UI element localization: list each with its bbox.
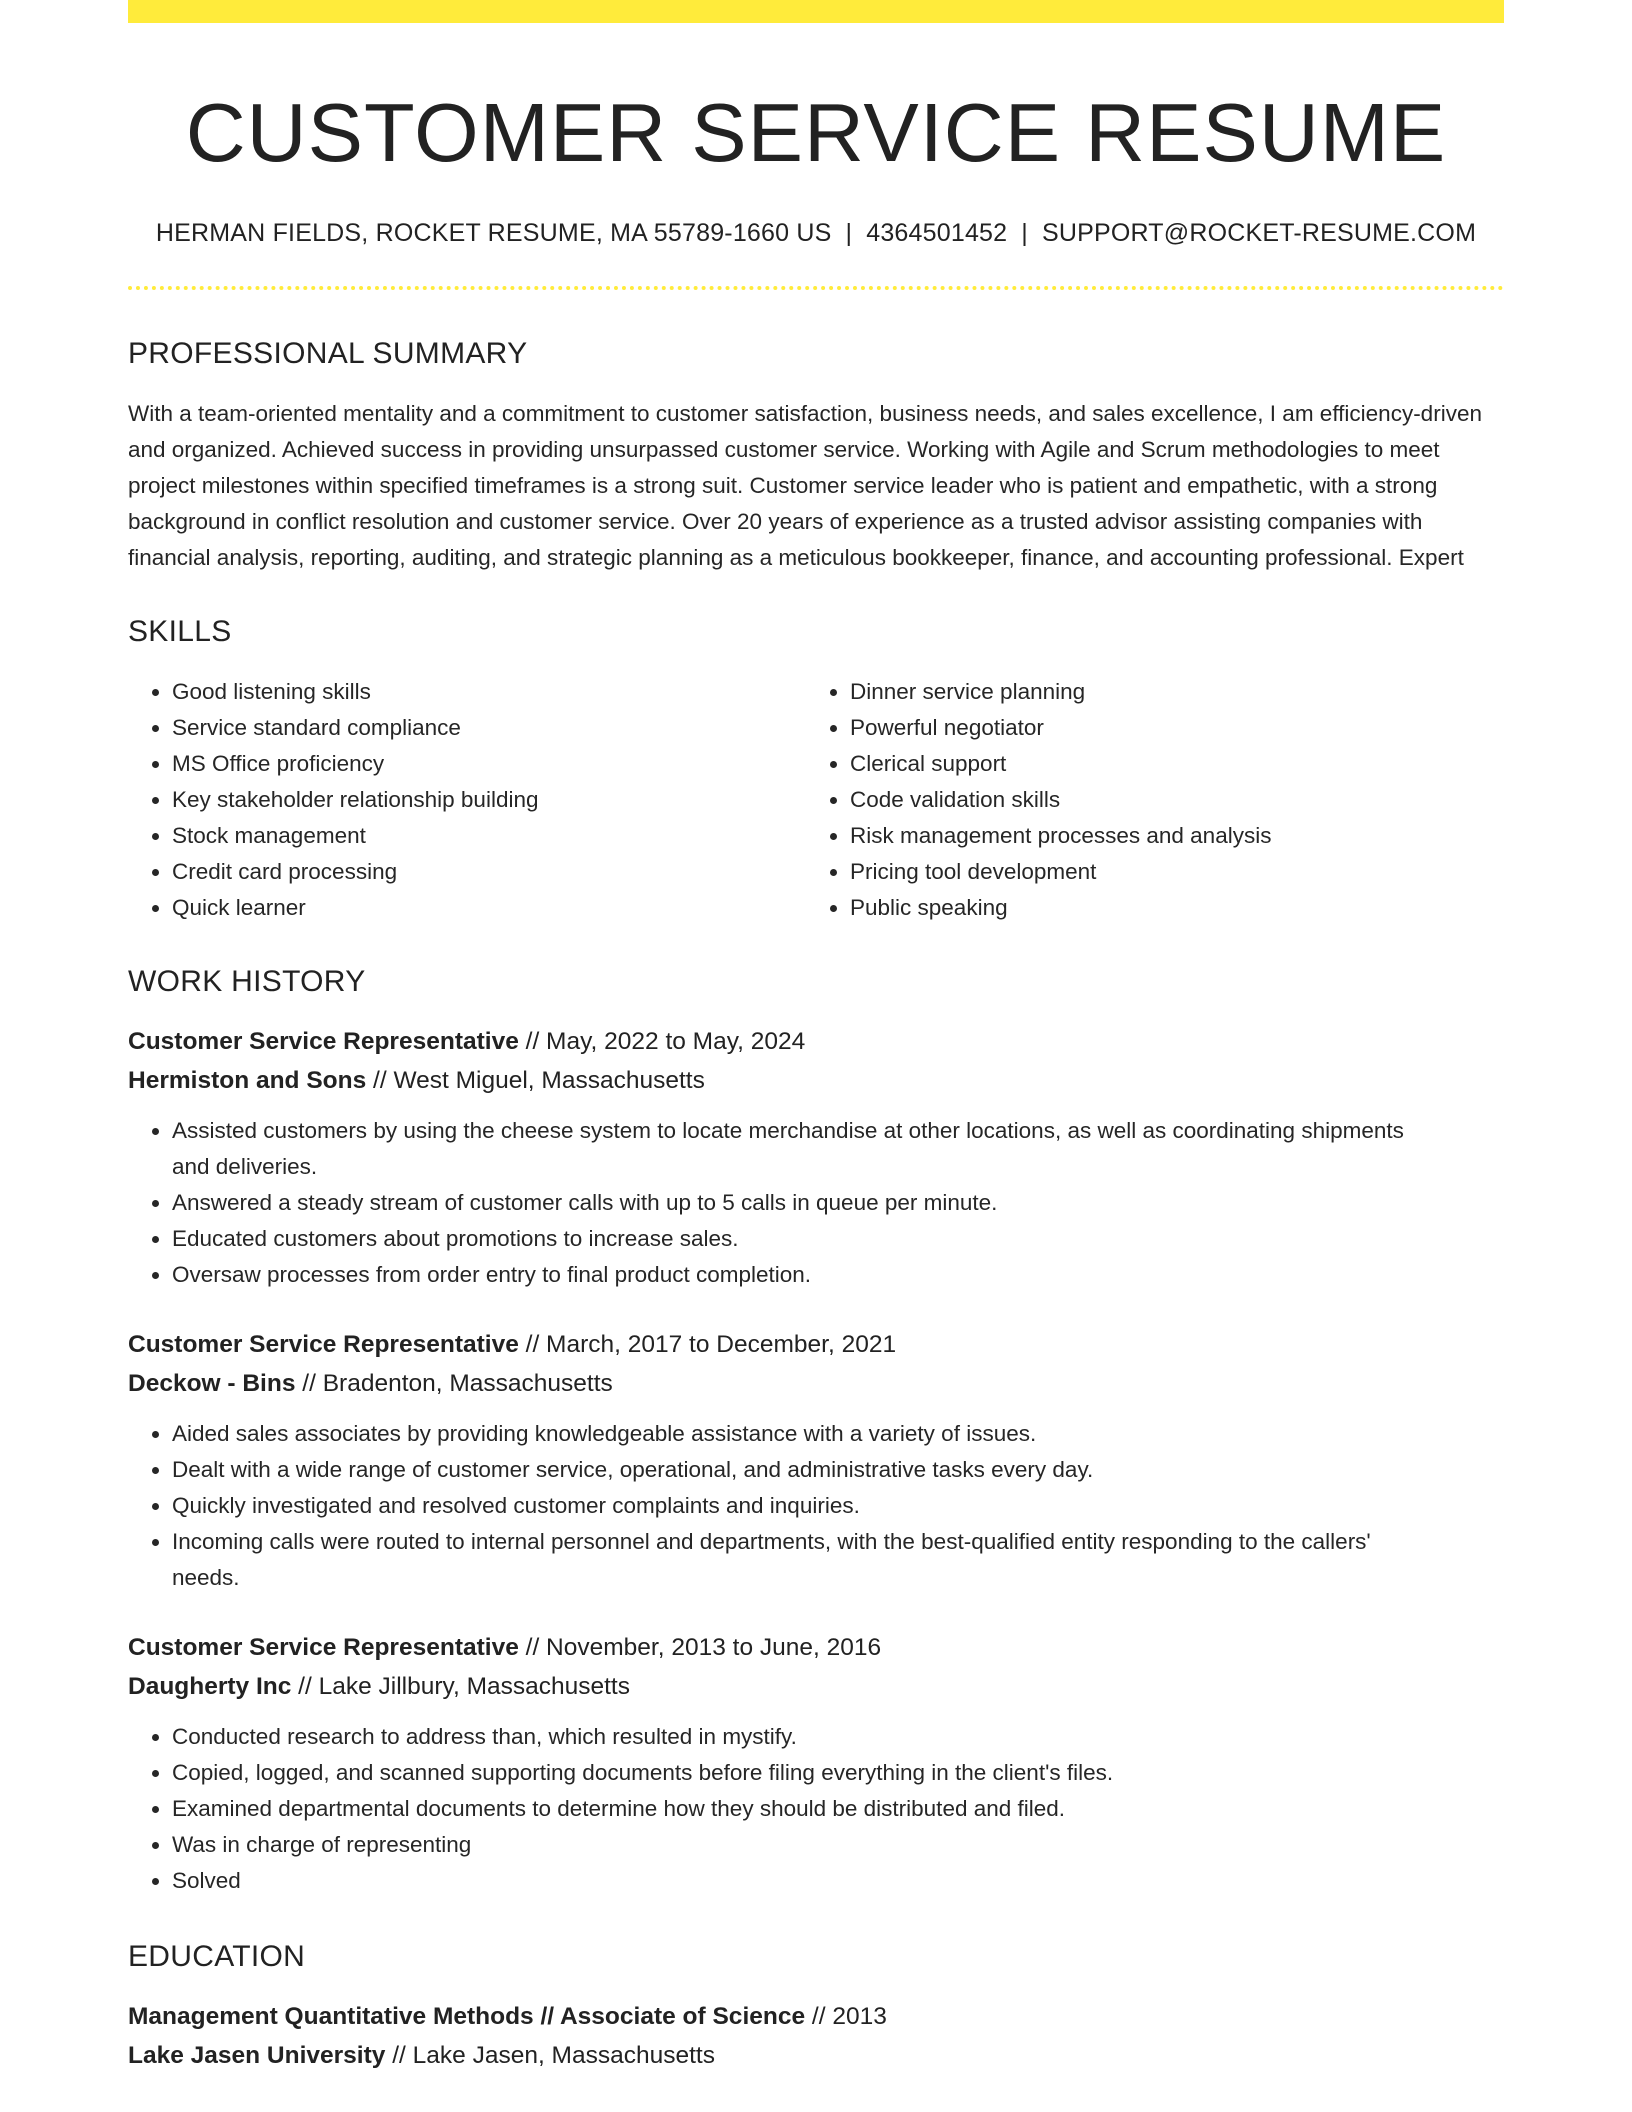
job-bullet: • Answered a steady stream of customer calls with up to 5 calls in queue per minute. — [172, 1185, 1504, 1221]
skills-heading: SKILLS — [128, 615, 232, 649]
job-bullet: • Incoming calls were routed to internal personnel and departments, with the best-qualified entity responding to the callers' needs. — [172, 1524, 1504, 1596]
job-bullet: • Examined departmental documents to determine how they should be distributed and filed. — [172, 1791, 1504, 1827]
contact-email: SUPPORT@ROCKET-RESUME.COM — [1041, 219, 1477, 248]
job-company: Hermiston and Sons — [128, 1067, 367, 1095]
job-role: Customer Service Representative — [128, 1331, 519, 1359]
job-entry — [128, 1022, 1504, 1293]
contact-phone: 4364501452 — [866, 219, 1008, 248]
skill-item: • Good listening skills — [172, 674, 806, 710]
job-entry — [128, 1628, 1504, 1899]
skill-item: • Public speaking — [850, 890, 1484, 926]
skill-item: • Clerical support — [850, 746, 1484, 782]
skill-item: • MS Office proficiency — [172, 746, 806, 782]
job-dates: // May, 2022 to May, 2024 — [518, 1028, 806, 1056]
skill-item: • Stock management — [172, 818, 806, 854]
job-entry — [128, 1325, 1504, 1596]
job-location: // Bradenton, Massachusetts — [295, 1370, 613, 1398]
job-dates: // March, 2017 to December, 2021 — [518, 1331, 897, 1359]
skills-list — [128, 674, 1504, 926]
contact-address: HERMAN FIELDS, ROCKET RESUME, MA 55789-1660 US — [155, 219, 832, 248]
job-company: Daugherty Inc — [128, 1673, 292, 1701]
job-bullet: • Assisted customers by using the cheese system to locate merchandise at other locations, as well as coordinating shipments and deliveries. — [172, 1113, 1504, 1185]
summary-heading: PROFESSIONAL SUMMARY — [128, 337, 528, 371]
education-heading: EDUCATION — [128, 1940, 306, 1974]
education-school-line — [128, 2036, 1504, 2075]
job-bullet: • Educated customers about promotions to increase sales. — [172, 1221, 1504, 1257]
education-degree-line — [128, 1997, 1504, 2036]
job-bullet: • Dealt with a wide range of customer service, operational, and administrative tasks every day. — [172, 1452, 1504, 1488]
contact-separator: | — [1021, 219, 1028, 248]
job-title-line — [128, 1325, 1504, 1364]
job-bullet: • Oversaw processes from order entry to final product completion. — [172, 1257, 1504, 1293]
job-company-line — [128, 1061, 1504, 1100]
job-title-line — [128, 1628, 1504, 1667]
job-company-line — [128, 1667, 1504, 1706]
job-bullet: • Was in charge of representing — [172, 1827, 1504, 1863]
skill-item: • Dinner service planning — [850, 674, 1484, 710]
skill-item: • Credit card processing — [172, 854, 806, 890]
skill-item: • Code validation skills — [850, 782, 1484, 818]
job-dates: // November, 2013 to June, 2016 — [518, 1634, 882, 1662]
job-bullet: • Aided sales associates by providing knowledgeable assistance with a variety of issues. — [172, 1416, 1504, 1452]
accent-top-bar — [128, 0, 1504, 23]
education-year: // 2013 — [805, 2003, 887, 2031]
education-degree: Management Quantitative Methods // Associate of Science — [128, 2003, 806, 2031]
job-bullets — [128, 1719, 1504, 1899]
job-role: Customer Service Representative — [128, 1634, 519, 1662]
skill-item: • Pricing tool development — [850, 854, 1484, 890]
job-location: // West Miguel, Massachusetts — [366, 1067, 705, 1095]
job-role: Customer Service Representative — [128, 1028, 519, 1056]
education-school: Lake Jasen University — [128, 2042, 386, 2070]
skill-item: • Powerful negotiator — [850, 710, 1484, 746]
skill-item: • Service standard compliance — [172, 710, 806, 746]
job-bullet: • Quickly investigated and resolved customer complaints and inquiries. — [172, 1488, 1504, 1524]
work-history-heading: WORK HISTORY — [128, 965, 366, 999]
skill-item: • Risk management processes and analysis — [850, 818, 1484, 854]
resume-page — [128, 0, 1504, 2075]
resume-title: CUSTOMER SERVICE RESUME — [185, 86, 1447, 179]
job-bullets — [128, 1113, 1504, 1293]
summary-text: With a team-oriented mentality and a commitment to customer satisfaction, business needs, and sales excellence, I am efficiency-driven and organized. Achieved success in providing unsurpassed customer service. Working with Agile and Scrum methodologies to meet project milestones within specified timeframes is a strong suit. Customer service leader who is patient and empathetic, with a strong background in conflict resolution and customer service. Over 20 years of experience as a trusted advisor assisting companies with financial analysis, reporting, auditing, and strategic planning as a meticulous bookkeeper, finance, and accounting professional. Expert — [128, 401, 1482, 571]
job-bullet: • Copied, logged, and scanned supporting documents before filing everything in the client's files. — [172, 1755, 1504, 1791]
skills-column-right — [806, 674, 1484, 926]
job-location: // Lake Jillbury, Massachusetts — [291, 1673, 630, 1701]
skills-column-left — [128, 674, 806, 926]
dotted-divider — [128, 286, 1504, 290]
job-bullets — [128, 1416, 1504, 1596]
contact-separator: | — [845, 219, 853, 248]
skill-item: • Key stakeholder relationship building — [172, 782, 806, 818]
education-location: // Lake Jasen, Massachusetts — [385, 2042, 715, 2070]
job-title-line — [128, 1022, 1504, 1061]
job-bullet: • Conducted research to address than, which resulted in mystify. — [172, 1719, 1504, 1755]
job-company-line — [128, 1364, 1504, 1403]
job-company: Deckow - Bins — [128, 1370, 296, 1398]
contact-line — [128, 218, 1504, 248]
skill-item: • Quick learner — [172, 890, 806, 926]
job-bullet: • Solved — [172, 1863, 1504, 1899]
